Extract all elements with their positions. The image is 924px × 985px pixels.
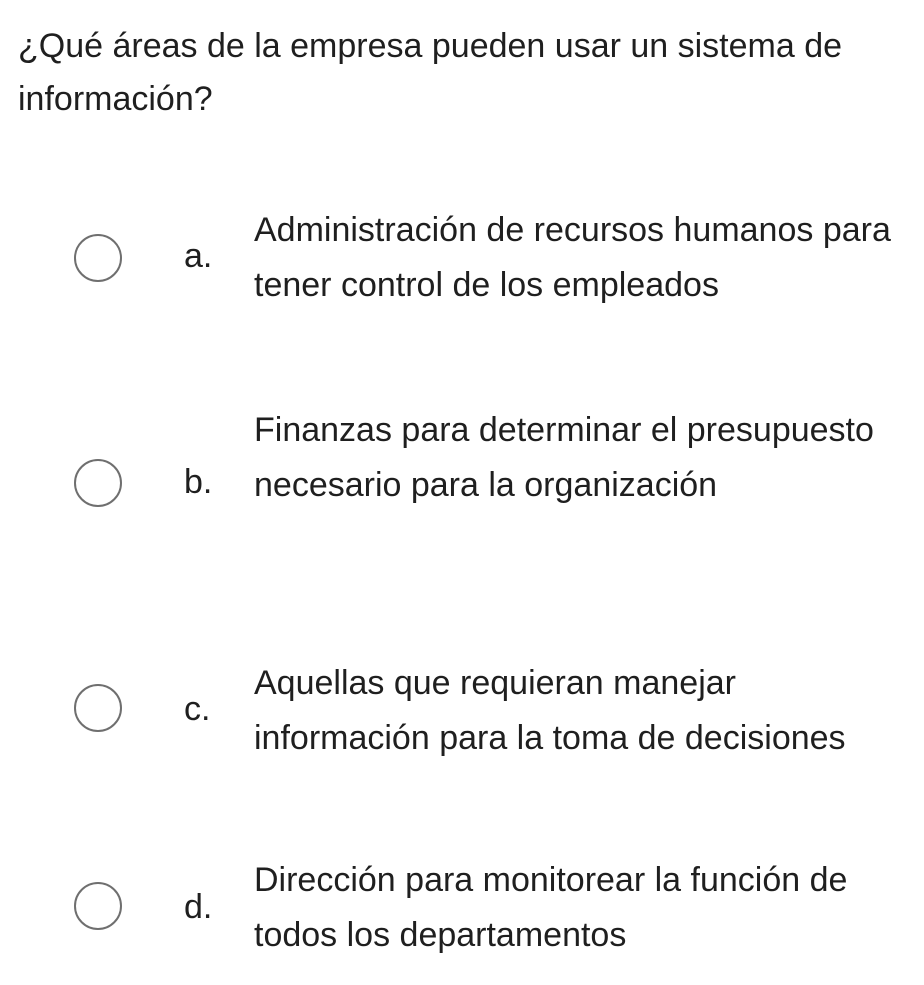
option-text: Finanzas para determinar el presupuesto necesario para la organización: [254, 411, 874, 504]
option-a[interactable]: [0, 203, 924, 313]
option-c[interactable]: [0, 656, 924, 766]
radio-circle-icon[interactable]: [74, 684, 122, 732]
option-d[interactable]: [0, 853, 924, 963]
option-text: Dirección para monitorear la función de todos los departamentos: [254, 861, 848, 954]
radio-circle-icon[interactable]: [74, 234, 122, 282]
option-text: Aquellas que requieran manejar información para la toma de decisiones: [254, 664, 846, 757]
radio-circle-icon[interactable]: [74, 459, 122, 507]
option-letter: b.: [184, 463, 213, 501]
option-b[interactable]: [0, 403, 924, 568]
option-text: Administración de recursos humanos para tener control de los empleados: [254, 211, 891, 304]
option-letter: d.: [184, 888, 213, 926]
option-letter: a.: [184, 237, 213, 275]
question-text: ¿Qué áreas de la empresa pueden usar un sistema de información?: [18, 27, 843, 118]
radio-circle-icon[interactable]: [74, 882, 122, 930]
option-letter: c.: [184, 690, 211, 728]
